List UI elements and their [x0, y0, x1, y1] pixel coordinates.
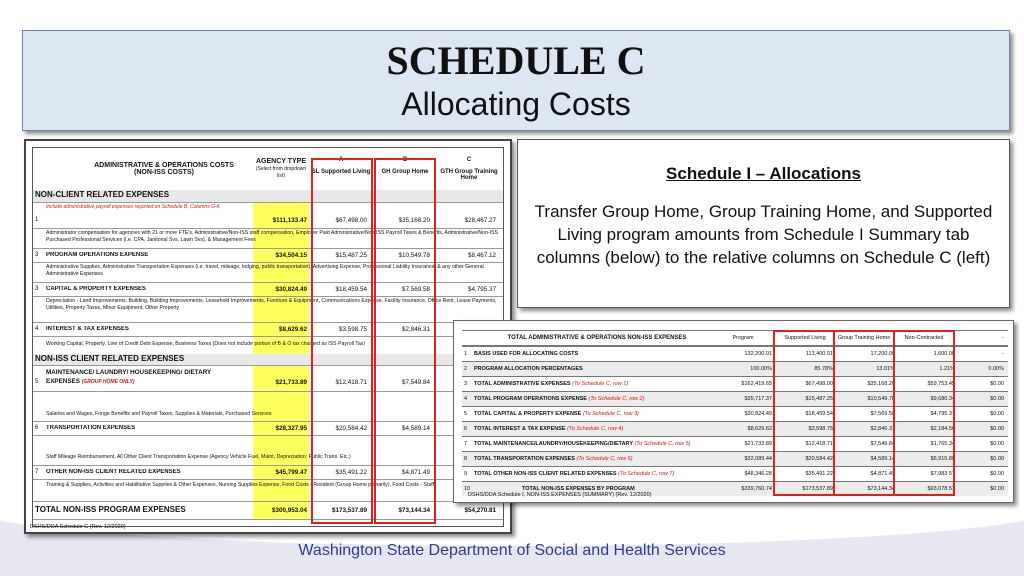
- red-highlight-group-training-home: [833, 330, 895, 496]
- row-number: 4: [464, 396, 468, 402]
- row-note: (To Schedule C, row 5): [634, 441, 691, 447]
- row-label: TOTAL ADMINISTRATIVE EXPENSES: [474, 381, 571, 387]
- agency-type-label: AGENCY TYPE: [255, 158, 307, 165]
- row-number: 5: [464, 411, 468, 417]
- slide-subtitle: Allocating Costs: [401, 86, 631, 122]
- row-value: $173,537.89: [802, 486, 833, 492]
- agency-type-sub: (Select from dropdown list): [255, 166, 307, 179]
- row-label-wrap: [474, 456, 633, 462]
- row-value: $15,487.25: [805, 396, 833, 402]
- row-label-wrap: [474, 366, 583, 372]
- agency-type-wrap: [255, 158, 307, 179]
- row-value: $67,498.00: [805, 381, 833, 387]
- value-b: $7,569.58: [401, 286, 430, 293]
- header-supported-living: Supported Living: [784, 335, 826, 341]
- row-value: $93,078.51: [927, 486, 955, 492]
- row-label: TOTAL MAINTENANCE/LAUNDRY/HOUSEKEEPING/DIETARY: [474, 441, 633, 447]
- value-b: $2,846.31: [401, 326, 430, 333]
- schedule-c-footer: DSHS/DDA Schedule C (Rev. 12/2020): [30, 524, 126, 530]
- row-number: 6: [464, 426, 468, 432]
- row-value: 132,200.01: [744, 351, 772, 357]
- row-value: $4,589.14: [870, 456, 895, 462]
- value-total: $21,733.89: [255, 379, 307, 386]
- row-value: $32,089.44: [744, 456, 772, 462]
- row-value: $8,629.62: [747, 426, 772, 432]
- red-highlight-supported-living: [773, 330, 835, 496]
- row-value: -: [1002, 351, 1004, 357]
- row-text: MAINTENANCE/ LAUNDRY/ HOUSEKEEPING/ DIETARY EXPENSES: [46, 369, 212, 385]
- row-value: $35,491.22: [805, 471, 833, 477]
- row-value: $4,795.37: [930, 411, 955, 417]
- value-total: $34,504.15: [255, 252, 307, 259]
- row-value: $3,598.75: [808, 426, 833, 432]
- schedule-c-image: [24, 139, 512, 534]
- row-value: $2,846.31: [870, 426, 895, 432]
- row-value: $2,184.56: [930, 426, 955, 432]
- row-value: $0.00: [990, 381, 1004, 387]
- row-value: 1,600.00: [933, 351, 955, 357]
- red-highlight-non-contracted: [893, 330, 955, 496]
- row-value: $0.00: [990, 396, 1004, 402]
- instruction-title: Schedule I – Allocations: [666, 164, 861, 183]
- row-description: Depreciation - Land Improvements, Building, Building Improvements, Leasehold Improvements, Furniture & Equipment, Communications Expense, Facility Insurance, Office Rent, Lease Payments, Utilities, Property Taxes, Minor Equipment, Other Property: [46, 298, 497, 311]
- row-value: $0.00: [990, 471, 1004, 477]
- schedule-i-image: [453, 320, 1014, 503]
- column-letter: B: [402, 157, 408, 163]
- value-a: $15,487.25: [335, 252, 367, 259]
- row-value: $35,168.20: [867, 381, 895, 387]
- value-b: $7,549.84: [401, 379, 430, 386]
- row-value: 1.21%: [939, 366, 955, 372]
- column-label: SL Supported Living: [311, 169, 371, 175]
- row-text-wrap: [46, 368, 246, 387]
- row-value: $162,419.65: [741, 381, 772, 387]
- row-value: $6,915.88: [930, 456, 955, 462]
- row-value: $21,733.89: [744, 441, 772, 447]
- row-value: 113,400.01: [805, 351, 833, 357]
- value-c: $54,270.81: [464, 507, 496, 514]
- row-value: $20,584.42: [805, 456, 833, 462]
- schedule-c-sheet: [32, 147, 504, 527]
- slide-title: SCHEDULE C: [386, 38, 646, 83]
- row-value: $35,717.37: [744, 396, 772, 402]
- row-label: TOTAL NON-ISS EXPENSES BY PROGRAM: [522, 486, 635, 492]
- value-b: $4,871.49: [401, 469, 430, 476]
- row-label: TOTAL TRANSPORTATION EXPENSES: [474, 456, 575, 462]
- row-label: BASIS USED FOR ALLOCATING COSTS: [474, 351, 579, 357]
- row-label: PROGRAM ALLOCATION PERCENTAGES: [474, 366, 583, 372]
- row-value: 0.00%: [988, 366, 1004, 372]
- row-label: TOTAL INTEREST & TAX EXPENSE: [474, 426, 566, 432]
- header-other: -: [1002, 335, 1004, 341]
- row-description: Administrator compensation for agencies with 21 or more FTE's, Administrative/Non-ISS staff compensation, Employer Paid Administrative/Non-ISS Payroll Taxes & Benefits, Administrative/Non-ISS Purchased Professional Services (i.e. CPA, Janitorial Svs, Lawn Svs), & Management Fees: [46, 230, 499, 243]
- value-a: $173,537.89: [331, 507, 367, 514]
- schedule-i-footer: DSHS/DDA Schedule I, NON-ISS EXPENSES (SUMMARY) (Rev. 12/2020): [468, 492, 652, 498]
- row-note: (To Schedule C, row 1): [572, 381, 629, 387]
- row-value: $0.00: [990, 486, 1004, 492]
- value-c: $4,795.37: [467, 286, 496, 293]
- row-value: 13.01%: [876, 366, 895, 372]
- value-b: $4,589.14: [401, 425, 430, 432]
- value-a: $35,491.22: [335, 469, 367, 476]
- column-c-header: [438, 157, 500, 190]
- value-total: $30,824.49: [255, 286, 307, 293]
- value-total: $45,799.47: [255, 469, 307, 476]
- row-value: $7,549.84: [870, 441, 895, 447]
- value-total: $300,953.04: [255, 507, 307, 514]
- header-label-wrap: [69, 162, 259, 176]
- row-value: $0.00: [990, 441, 1004, 447]
- instruction-box: [517, 139, 1010, 308]
- row-note: (GROUP HOME ONLY): [81, 379, 135, 385]
- header-non-contracted: Non-Contracted: [904, 335, 944, 341]
- value-a: $67,498.00: [335, 217, 367, 224]
- row-value: $1,765.34: [930, 441, 955, 447]
- row-value: 85.78%: [814, 366, 833, 372]
- row-value: $73,144.34: [867, 486, 895, 492]
- header-title: TOTAL ADMINISTRATIVE & OPERATIONS NON-ISS EXPENSES: [507, 335, 687, 341]
- value-total: $28,327.95: [255, 425, 307, 432]
- row-label: TOTAL OTHER NON-ISS CLIENT RELATED EXPENSES: [474, 471, 617, 477]
- column-label: GH Group Home: [381, 169, 429, 175]
- row-number: 1: [464, 351, 468, 357]
- row-number: 9: [464, 471, 468, 477]
- row-value: $7,983.57: [930, 471, 955, 477]
- column-letter: A: [338, 157, 344, 163]
- value-total: $8,629.62: [255, 326, 307, 333]
- instruction-body: Transfer Group Home, Group Training Home, and Supported Living program amounts from Schedule I Summary tab columns (below) to the relative columns on Schedule C (left): [534, 202, 993, 267]
- row-value: $48,346.28: [744, 471, 772, 477]
- row-number: 7: [464, 441, 468, 447]
- row-description: Salaries and Wages, Fringe Benefits and Payroll Taxes, Supplies & Materials, Purchased Services: [46, 411, 272, 417]
- row-label-wrap: [474, 471, 674, 477]
- row-number: 2: [464, 366, 468, 372]
- row-label-wrap: [474, 426, 623, 432]
- row-description: Staff Mileage Reimbursement, All Other Client Transportation Expense (Agency Vehicle Fuel, Maint, Depreciation; Public Trans. Etc.): [46, 454, 351, 460]
- row-description: Administrative Supplies, Administrative Transportation Expenses (i.e. travel, mileage, lodging, public transportation), Advertising Expense, Professional Liability Insurance, & any other General Administrative Expenses: [46, 264, 484, 277]
- row-value: $7,569.58: [870, 411, 895, 417]
- row-value: $0.00: [990, 426, 1004, 432]
- row-label-wrap: [474, 351, 578, 357]
- section-label: NON-CLIENT RELATED EXPENSES: [35, 190, 170, 199]
- row-value: $4,871.49: [870, 471, 895, 477]
- row-number: 10: [464, 486, 471, 492]
- row-text: TOTAL NON-ISS PROGRAM EXPENSES: [35, 505, 186, 514]
- row-number: 4: [35, 326, 39, 332]
- header-sublabel: (NON-ISS COSTS): [134, 169, 194, 176]
- organization-footer: Washington State Department of Social and Health Services: [298, 542, 726, 559]
- header-label: ADMINISTRATIVE & OPERATIONS COSTS: [94, 162, 234, 169]
- value-b: $10,549.78: [398, 252, 430, 259]
- row-value: 100.00%: [750, 366, 772, 372]
- row-value: $12,418.71: [805, 441, 833, 447]
- value-total: $111,133.47: [255, 217, 307, 224]
- row-label-wrap: [474, 441, 690, 447]
- row-text: CAPITAL & PROPERTY EXPENSES: [46, 286, 147, 292]
- red-highlight-column-b: [374, 158, 436, 524]
- row-text: INTEREST & TAX EXPENSES: [46, 326, 129, 332]
- row-text: Include administrative payroll expenses reported on Schedule B, Columns G-K: [46, 204, 220, 210]
- row-label-wrap: [474, 396, 645, 402]
- row-value: $339,760.74: [741, 486, 772, 492]
- row-value: 17,200.00: [870, 351, 895, 357]
- value-a: $3,598.75: [338, 326, 367, 333]
- row-note: (To Schedule C, row 2): [588, 396, 645, 402]
- row-label-wrap: [474, 411, 639, 417]
- value-c: $28,467.27: [464, 217, 496, 224]
- column-label: GTH Group Training Home: [440, 169, 498, 181]
- row-value: $0.00: [990, 456, 1004, 462]
- row-value: $9,680.34: [930, 396, 955, 402]
- row-value: $0.00: [990, 411, 1004, 417]
- row-value: $18,459.54: [805, 411, 833, 417]
- column-letter: C: [466, 157, 472, 163]
- row-number: 5: [35, 379, 39, 385]
- row-description: Working Capital, Property, Line of Credit Debt Expense, Business Taxes (Does not include portion of B & O tax charged as ISS Payroll Tax): [46, 341, 366, 347]
- row-number: 3: [35, 252, 39, 258]
- header-program: Program: [732, 335, 754, 341]
- row-note: (To Schedule C, row 4): [567, 426, 624, 432]
- row-value: $59,753.45: [927, 381, 955, 387]
- row-note: (To Schedule C, row 6): [576, 456, 633, 462]
- row-text: PROGRAM OPERATIONS EXPENSE: [46, 252, 149, 258]
- value-a: $18,459.54: [335, 286, 367, 293]
- row-label: TOTAL PROGRAM OPERATIONS EXPENSE: [474, 396, 587, 402]
- row-note: (To Schedule C, row 7): [618, 471, 675, 477]
- header-group-training-home: Group Training Home: [837, 335, 891, 341]
- value-b: $35,168.20: [398, 217, 430, 224]
- row-value: $30,824.49: [744, 411, 772, 417]
- red-highlight-column-a: [311, 158, 373, 524]
- row-text: OTHER NON-ISS CLIENT RELATED EXPENSES: [46, 469, 181, 475]
- row-note: (To Schedule C, row 3): [582, 411, 639, 417]
- title-banner: [22, 30, 1010, 131]
- row-value: $10,549.78: [867, 396, 895, 402]
- row-text: TRANSPORTATION EXPENSES: [46, 425, 136, 431]
- value-b: $73,144.34: [398, 507, 430, 514]
- value-a: $20,584.42: [335, 425, 367, 432]
- value-a: $12,418.71: [335, 379, 367, 386]
- row-label-wrap: [474, 381, 628, 387]
- row-number: 3: [35, 286, 39, 292]
- row-number: 1: [35, 217, 39, 223]
- row-number: 6: [35, 425, 39, 431]
- row-number: 3: [464, 381, 468, 387]
- value-c: $8,467.12: [467, 252, 496, 259]
- section-label: NON-ISS CLIENT RELATED EXPENSES: [35, 354, 185, 363]
- row-label: TOTAL CAPITAL & PROPERTY EXPENSE: [474, 411, 582, 417]
- row-number: 8: [464, 456, 468, 462]
- row-description: Training & Supplies, Activities and Habilitative Supplies & Other Expenses, Nursing Supplies Expense, Food Costs - Resident (Group Home primarily), Food Costs - Staff: [46, 482, 435, 488]
- row-number: 7: [35, 469, 39, 475]
